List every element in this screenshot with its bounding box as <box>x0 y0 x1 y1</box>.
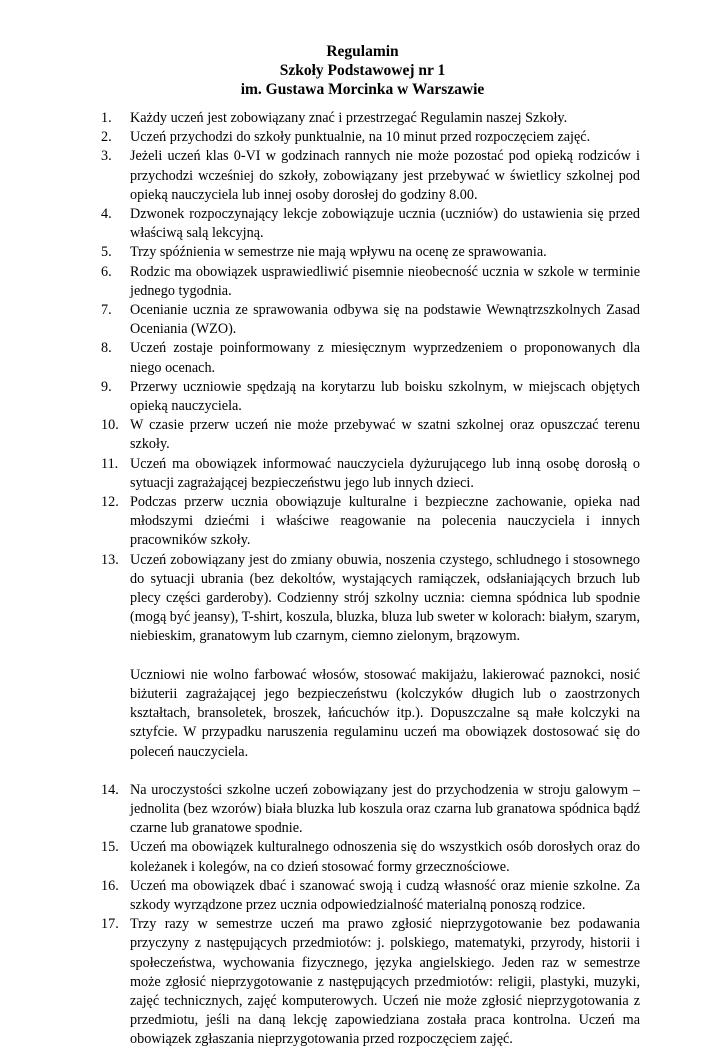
rule-text: Uczeń ma obowiązek kulturalnego odnoszenia się do wszystkich osób dorosłych oraz do koleżanek i kolegów, na co dzień stosować formy grzecznościowe. <box>130 839 640 875</box>
rule-number: 4. <box>101 206 112 223</box>
title-line: Regulamin <box>326 43 399 60</box>
rule-item <box>101 915 640 1049</box>
rule-item <box>101 493 640 551</box>
rule-text-paragraph-2: Uczniowi nie wolno farbować włosów, stosować makijażu, lakierować paznokci, nosić biżuterii zagrażającej jego bezpieczeństwu (kolczyków długich lub o zaostrzonych kształtach, bransoletek, broszek, łańcuchów itp.). Dopuszczalne są małe kolczyki na sztyfcie. W przypadku naruszenia regulaminu uczeń ma obowiązek dostosować się do poleceń nauczyciela. <box>130 666 640 760</box>
rule-item <box>101 877 640 915</box>
rule-text: Trzy razy w semestrze uczeń ma prawo zgłosić nieprzygotowanie bez podawania przyczyny z następujących przedmiotów: j. polskiego, matematyki, przyrody, historii i społeczeństwa, wychowania fizycznego, języka angielskiego. Jeden raz w semestrze może zgłosić nieprzygotowanie z następujących przedmiotów: religii, plastyki, muzyki, zajęć technicznych, zajęć komputerowych. Uczeń nie może zgłosić nieprzygotowania z przedmiotu, jeśli na daną lekcję zapowiedziana została praca kontrolna. Uczeń ma obowiązek zgłaszania nieprzygotowania przed rozpoczęciem zajęć. <box>130 916 640 1048</box>
rule-item <box>101 416 640 454</box>
rule-text: Na uroczystości szkolne uczeń zobowiązany jest do przychodzenia w stroju galowym – jednolita (bez wzorów) biała bluzka lub koszula oraz czarna lub granatowa spódnica bądź czarne lub granatowe spodnie. <box>130 781 640 837</box>
rule-number: 8. <box>101 340 112 357</box>
rule-text: Uczeń ma obowiązek informować nauczyciela dyżurującego lub inną osobę dorosłą o sytuacji zagrażającej bezpieczeństwu jego lub innych dzieci. <box>130 455 640 491</box>
rule-text: Ocenianie ucznia ze sprawowania odbywa się na podstawie Wewnątrzszkolnych Zasad Oceniania (WZO). <box>130 302 640 338</box>
rule-item <box>101 781 640 839</box>
rule-number: 6. <box>101 263 112 280</box>
rule-item <box>101 263 640 301</box>
rule-number: 11. <box>101 455 119 472</box>
title-line: Szkoły Podstawowej nr 1 <box>279 62 446 79</box>
rule-number: 13. <box>101 551 119 568</box>
rules-list <box>101 109 640 1050</box>
rule-number: 10. <box>101 417 119 434</box>
rule-item <box>101 838 640 876</box>
rule-item <box>101 455 640 493</box>
rule-item <box>101 128 640 147</box>
rule-text: W czasie przerw uczeń nie może przebywać w szatni szkolnej oraz opuszczać terenu szkoły. <box>130 417 640 453</box>
rule-number: 9. <box>101 378 112 395</box>
rule-text: Uczeń ma obowiązek dbać i szanować swoją i cudzą własność oraz mienie szkolne. Za szkody wyrządzone przez ucznia odpowiedzialność materialną ponoszą rodzice. <box>130 877 640 913</box>
rule-number: 1. <box>101 110 112 126</box>
rule-item <box>101 147 640 205</box>
rule-number: 2. <box>101 129 112 146</box>
rule-text: Jeżeli uczeń klas 0-VI w godzinach rannych nie może pozostać pod opieką rodziców i przychodzi wcześniej do szkoły, zobowiązany jest przebywać w świetlicy szkolnej pod opieką nauczyciela lub innej osoby dorosłej do godziny 8.00. <box>130 148 640 203</box>
title-line: im. Gustawa Morcinka w Warszawie <box>240 81 485 98</box>
rule-number: 15. <box>101 839 119 856</box>
rule-number: 14. <box>101 781 119 798</box>
rule-number: 17. <box>101 916 119 933</box>
rule-text: Każdy uczeń jest zobowiązany znać i przestrzegać Regulamin naszej Szkoły. <box>130 110 568 126</box>
rule-item <box>101 109 640 128</box>
rule-text: Przerwy uczniowie spędzają na korytarzu lub boisku szkolnym, w miejscach objętych opieką nauczyciela. <box>130 378 640 415</box>
rule-item <box>101 378 640 416</box>
rule-item <box>101 551 640 762</box>
rule-number: 7. <box>101 302 112 319</box>
rule-item <box>101 205 640 243</box>
rule-text: Dzwonek rozpoczynający lekcje zobowiązuje ucznia (uczniów) do ustawienia się przed właściwą salą lekcyjną. <box>130 206 640 242</box>
rule-text: Uczeń zostaje poinformowany z miesięcznym wyprzedzeniem o proponowanych dla niego ocenach. <box>130 340 640 376</box>
rule-text: Uczeń przychodzi do szkoły punktualnie, na 10 minut przed rozpoczęciem zajęć. <box>130 129 591 146</box>
rule-number: 16. <box>101 877 119 894</box>
rule-text: Trzy spóźnienia w semestrze nie mają wpływu na ocenę ze sprawowania. <box>130 244 547 261</box>
rule-item <box>101 301 640 339</box>
rule-item <box>101 243 640 262</box>
rule-item <box>101 339 640 377</box>
rule-number: 3. <box>101 148 112 165</box>
rule-text: Rodzic ma obowiązek usprawiedliwić pisemnie nieobecność ucznia w szkole w terminie jednego tygodnia. <box>130 263 640 299</box>
rule-number: 5. <box>101 244 112 261</box>
document-title <box>0 42 725 99</box>
rule-text: Podczas przerw ucznia obowiązuje kulturalne i bezpieczne zachowanie, opieka nad młodszymi dziećmi i właściwe reagowanie na polecenia nauczyciela i innych pracowników szkoły. <box>130 494 640 549</box>
rule-number: 12. <box>101 494 119 511</box>
rule-text: Uczeń zobowiązany jest do zmiany obuwia, noszenia czystego, schludnego i stosownego do sytuacji ubrania (bez dekoltów, wystających ramiączek, odsłaniających brzuch lub plecy części garderoby). Codzienny strój szkolny ucznia: ciemna spódnica lub spodnie (mogą być jeansy), T-shirt, koszula, bluzka, bluza lub sweter w kolorach: białym, szarym, niebieskim, granatowym lub czarnym, ciemno zielonym, brązowym. <box>130 551 640 645</box>
